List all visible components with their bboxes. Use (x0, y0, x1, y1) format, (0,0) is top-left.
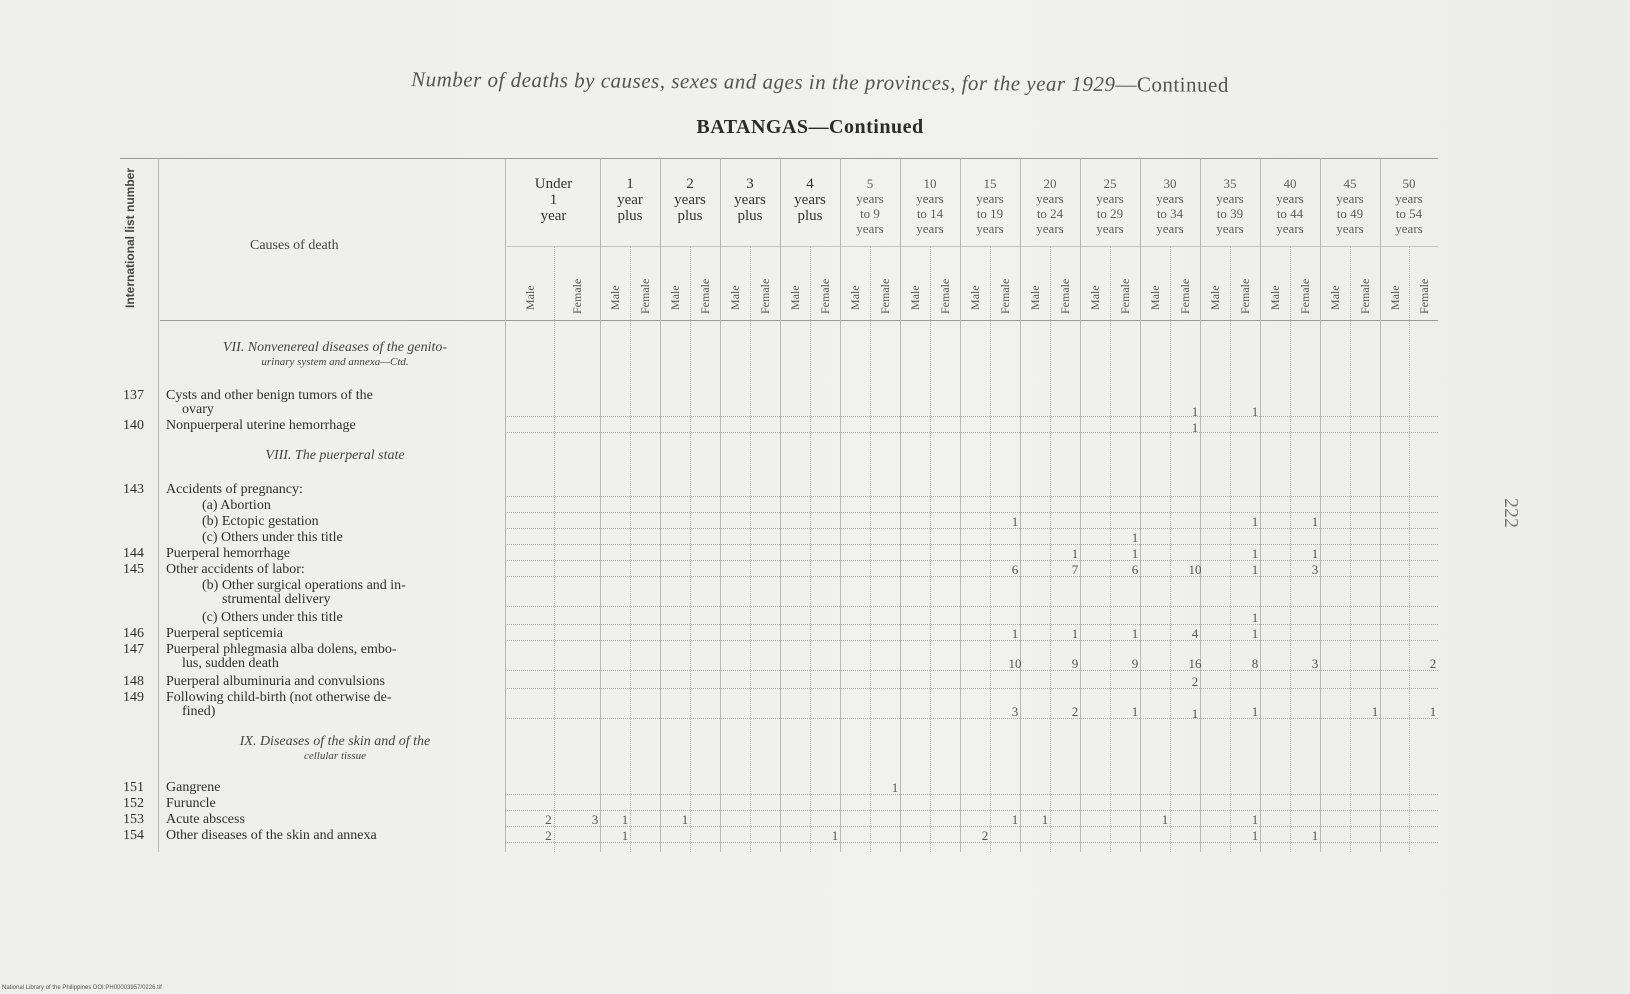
dotted-leader (505, 512, 1438, 513)
age-header-line: years (1276, 221, 1304, 236)
male-header: Male (1328, 285, 1342, 310)
male-header: Male (728, 285, 742, 310)
dotted-leader (505, 544, 1438, 545)
male-header: Male (1088, 285, 1102, 310)
cause-of-death: Accidents of pregnancy: (166, 482, 303, 497)
cell-value: 1 (891, 780, 899, 795)
male-header: Male (1268, 285, 1282, 310)
cell-value: 2 (1429, 656, 1437, 671)
age-header-line: to 9 (860, 206, 880, 221)
cell-value: 1 (1251, 562, 1259, 577)
age-header-line: years (976, 221, 1004, 236)
page-number: 222 (1500, 498, 1522, 528)
female-header: Female (638, 278, 652, 314)
cell-value: 1 (1161, 812, 1169, 827)
female-header: Female (758, 278, 772, 314)
cause-of-death: (c) Others under this title (202, 610, 343, 625)
male-header: Male (523, 285, 538, 310)
cell-value: 10 (1188, 562, 1202, 577)
cell-value: 1 (1011, 812, 1019, 827)
female-header: Female (1298, 278, 1312, 314)
male-header: Male (1208, 285, 1222, 310)
intl-list-number: 137 (123, 388, 144, 403)
age-header-line: 20 (1043, 176, 1057, 191)
intl-list-number: 149 (123, 690, 144, 705)
sex-column-rule (690, 246, 691, 852)
age-group-rule (960, 158, 961, 852)
sex-column-rule (630, 246, 631, 852)
sex-column-rule (1350, 246, 1351, 852)
sex-column-rule (1409, 246, 1410, 852)
age-group-rule (840, 158, 841, 852)
intl-list-number: 154 (123, 828, 144, 843)
female-header: Female (818, 278, 832, 314)
sex-column-rule (1230, 246, 1231, 852)
age-group-rule (780, 158, 781, 852)
age-group-rule (1140, 158, 1141, 852)
age-header-line: 15 (983, 176, 997, 191)
sex-column-rule (750, 246, 751, 852)
dotted-leader (505, 496, 1438, 497)
age-group-header (720, 176, 780, 224)
cell-value: 1 (1011, 626, 1019, 641)
section-title-cont: cellular tissue (303, 750, 367, 762)
international-list-number-header: International list number (123, 168, 137, 309)
sex-column-rule (1110, 246, 1111, 852)
cause-of-death: Puerperal albuminuria and convulsions (166, 674, 385, 689)
age-header-line: to 19 (976, 206, 1004, 221)
intl-column-rule (158, 158, 159, 852)
age-group-header (1380, 176, 1438, 236)
age-group-header (840, 176, 900, 236)
age-header-line: years (1216, 191, 1244, 206)
cause-of-death: Nonpuerperal uterine hemorrhage (166, 418, 356, 433)
age-header-line: years (1036, 221, 1064, 236)
section-title: VII. Nonvenereal diseases of the genito- (222, 340, 448, 355)
age-header-line: years (1096, 221, 1124, 236)
female-header: Female (569, 278, 584, 314)
intl-list-number: 152 (123, 796, 144, 811)
age-group-rule (720, 158, 721, 852)
female-header: Female (998, 278, 1012, 314)
dotted-leader (505, 528, 1438, 529)
page-subtitle: BATANGAS—Continued (696, 116, 924, 138)
age-header-line: 1 (549, 192, 558, 208)
cell-value: 1 (1429, 704, 1437, 719)
section-heading (170, 340, 500, 368)
cause-of-death: Following child-birth (not otherwise de- (166, 690, 392, 705)
cell-value: 1 (1071, 626, 1079, 641)
sex-column-rule (1050, 246, 1051, 852)
sex-column-rule (554, 246, 555, 852)
cell-value: 1 (1131, 626, 1139, 641)
age-header-line: 50 (1402, 176, 1416, 191)
cell-value: 1 (1311, 828, 1319, 843)
intl-list-number: 148 (123, 674, 144, 689)
sex-column-rule (990, 246, 991, 852)
cell-value: 9 (1131, 656, 1139, 671)
section-heading (170, 448, 500, 464)
age-header-line: to 34 (1156, 206, 1184, 221)
age-group-rule (1080, 158, 1081, 852)
age-subheader-rule (507, 246, 1438, 247)
cell-value: 10 (1008, 656, 1022, 671)
cell-value: 1 (1251, 514, 1259, 529)
cell-value: 2 (1191, 674, 1199, 689)
cell-value: 1 (621, 812, 629, 827)
dotted-leader (505, 624, 1438, 625)
cell-value: 1 (681, 812, 689, 827)
age-header-line: years (1395, 221, 1423, 236)
age-header-line: years (1036, 191, 1064, 206)
cell-value: 1 (1071, 546, 1079, 561)
age-group-rule (1320, 158, 1321, 852)
dotted-leader (505, 810, 1438, 811)
cell-value: 2 (981, 828, 989, 843)
cause-of-death: strumental delivery (222, 592, 331, 607)
cause-of-death: Puerperal phlegmasia alba dolens, embo- (166, 642, 397, 657)
age-header-line: to 29 (1096, 206, 1124, 221)
age-header-line: to 54 (1395, 206, 1423, 221)
dotted-leader (505, 416, 1438, 417)
cause-of-death: (b) Other surgical operations and in- (202, 578, 406, 593)
female-header: Female (1416, 278, 1431, 314)
female-header: Female (1118, 278, 1132, 314)
cause-of-death: Acute abscess (166, 812, 245, 827)
age-header-line: years (734, 192, 766, 208)
female-header: Female (698, 278, 712, 314)
dotted-leader (505, 576, 1438, 577)
male-header: Male (968, 285, 982, 310)
sex-column-rule (930, 246, 931, 852)
intl-list-number: 144 (123, 546, 144, 561)
female-header: Female (1238, 278, 1252, 314)
header-bottom-rule (160, 320, 1438, 321)
section-title: VIII. The puerperal state (265, 448, 405, 463)
age-group-header (1260, 176, 1320, 236)
intl-list-number: 147 (123, 642, 144, 657)
table-top-rule (120, 158, 1438, 159)
male-header: Male (908, 285, 922, 310)
female-header: Female (938, 278, 952, 314)
age-group-header (1080, 176, 1140, 236)
cause-of-death: ovary (182, 402, 214, 417)
dotted-leader (505, 794, 1438, 795)
scan-footer: National Library of the Philippines DOI:PH00003957/0226.tif (2, 985, 162, 991)
dotted-leader (505, 560, 1438, 561)
causes-column-rule (505, 158, 506, 852)
male-header: Male (1387, 285, 1402, 310)
cell-value: 1 (1041, 812, 1049, 827)
age-header-line: 10 (923, 176, 937, 191)
age-header-line: plus (797, 208, 823, 224)
cell-value: 1 (621, 828, 629, 843)
intl-list-number: 151 (123, 780, 144, 795)
cell-value: 1 (1251, 404, 1259, 419)
intl-list-number: 146 (123, 626, 144, 641)
cell-value: 1 (1251, 626, 1259, 641)
age-group-rule (1260, 158, 1261, 852)
cause-of-death: fined) (182, 704, 216, 719)
age-header-line: 3 (746, 176, 754, 192)
age-header-line: years (916, 191, 944, 206)
cell-value: 1 (1191, 404, 1199, 419)
age-group-rule (1020, 158, 1021, 852)
age-header-line: plus (617, 208, 643, 224)
age-header-line: Under (534, 176, 573, 192)
age-group-header (1200, 176, 1260, 236)
age-header-line: 4 (806, 176, 814, 192)
age-header-line: 45 (1343, 176, 1357, 191)
cell-value: 3 (1311, 562, 1319, 577)
cell-value: 2 (1071, 704, 1079, 719)
male-header: Male (668, 285, 682, 310)
male-header: Male (608, 285, 622, 310)
age-group-rule (600, 158, 601, 852)
age-header-line: 35 (1223, 176, 1237, 191)
age-header-line: years (1096, 191, 1124, 206)
age-group-header (1140, 176, 1200, 236)
age-header-line: years (856, 221, 884, 236)
cause-of-death: Cysts and other benign tumors of the (166, 388, 373, 403)
age-header-line: 30 (1163, 176, 1177, 191)
cell-value: 1 (1131, 530, 1139, 545)
section-heading (170, 734, 500, 762)
cell-value: 1 (1191, 706, 1199, 721)
cell-value: 2 (545, 812, 552, 827)
dotted-leader (505, 718, 1438, 719)
cell-value: 6 (1131, 562, 1139, 577)
age-group-rule (900, 158, 901, 852)
age-header-line: to 14 (916, 206, 944, 221)
cell-value: 3 (1311, 656, 1319, 671)
male-header: Male (848, 285, 862, 310)
cell-value: 6 (1011, 562, 1019, 577)
cause-of-death: Puerperal hemorrhage (166, 546, 290, 561)
cell-value: 1 (1251, 812, 1259, 827)
age-group-header (900, 176, 960, 236)
age-header-line: years (1395, 191, 1423, 206)
age-header-line: 5 (866, 176, 874, 191)
age-header-line: 40 (1283, 176, 1297, 191)
age-header-line: years (674, 192, 706, 208)
age-header-line: to 49 (1336, 206, 1364, 221)
intl-list-number: 140 (123, 418, 144, 433)
cell-value: 9 (1071, 656, 1079, 671)
age-group-rule (660, 158, 661, 852)
intl-list-number: 153 (123, 812, 144, 827)
age-header-line: years (1156, 191, 1184, 206)
age-header-line: plus (677, 208, 703, 224)
age-header-line: plus (737, 208, 763, 224)
female-header: Female (878, 278, 892, 314)
age-header-line: year (540, 208, 567, 224)
intl-list-number: 143 (123, 482, 144, 497)
cell-value: 7 (1071, 562, 1079, 577)
age-header-line: years (916, 221, 944, 236)
cell-value: 1 (1191, 420, 1199, 435)
cell-value: 8 (1251, 656, 1259, 671)
male-header: Male (1148, 285, 1162, 310)
dotted-leader (505, 670, 1438, 671)
causes-of-death-header: Causes of death (250, 238, 339, 253)
age-header-line: 1 (626, 176, 634, 192)
cause-of-death: lus, sudden death (182, 656, 279, 671)
cell-value: 1 (1131, 704, 1139, 719)
cause-of-death: Furuncle (166, 796, 216, 811)
cell-value: 1 (1251, 828, 1259, 843)
dotted-leader (505, 826, 1438, 827)
cell-value: 1 (1131, 546, 1139, 561)
cell-value: 4 (1191, 626, 1199, 641)
age-header-line: years (1336, 191, 1364, 206)
cell-value: 3 (1011, 704, 1019, 719)
age-header-line: years (1156, 221, 1184, 236)
cause-of-death: Other diseases of the skin and annexa (166, 828, 377, 843)
female-header: Female (1058, 278, 1072, 314)
cause-of-death: Puerperal septicemia (166, 626, 284, 641)
age-header-line: years (1216, 221, 1244, 236)
age-header-line: years (856, 191, 884, 206)
cause-of-death: (a) Abortion (202, 498, 271, 513)
cell-value: 1 (1311, 514, 1319, 529)
cause-of-death: Gangrene (166, 780, 221, 795)
age-group-header (1020, 176, 1080, 236)
age-group-header (600, 176, 660, 224)
female-header: Female (1178, 278, 1192, 314)
sex-column-rule (810, 246, 811, 852)
age-header-line: years (976, 191, 1004, 206)
cell-value: 1 (1251, 610, 1259, 625)
dotted-leader (505, 432, 1438, 433)
female-header: Female (1358, 278, 1372, 314)
age-group-header (660, 176, 720, 224)
age-group-header (780, 176, 840, 224)
section-title: IX. Diseases of the skin and of the (239, 734, 431, 749)
cell-value: 1 (1311, 546, 1319, 561)
age-header-line: 25 (1103, 176, 1117, 191)
dotted-leader (505, 640, 1438, 641)
dotted-leader (505, 606, 1438, 607)
male-header: Male (1028, 285, 1042, 310)
age-header-line: to 39 (1216, 206, 1244, 221)
cause-of-death: Other accidents of labor: (166, 562, 305, 577)
cell-value: 1 (1371, 704, 1379, 719)
age-header-line: years (794, 192, 826, 208)
age-header-line: 2 (686, 176, 694, 192)
cell-value: 1 (1251, 704, 1259, 719)
age-group-header (960, 176, 1020, 236)
age-group-rule (1200, 158, 1201, 852)
sex-column-rule (1290, 246, 1291, 852)
sex-column-rule (1170, 246, 1171, 852)
age-group-rule (1380, 158, 1381, 852)
cause-of-death: (c) Others under this title (202, 530, 343, 545)
cell-value: 1 (1011, 514, 1019, 529)
age-group-header (1320, 176, 1380, 236)
age-header-line: to 24 (1036, 206, 1064, 221)
cell-value: 1 (1251, 546, 1259, 561)
cell-value: 3 (591, 812, 599, 827)
age-header-line: years (1336, 221, 1364, 236)
page-title: Number of deaths by causes, sexes and ages in the provinces, for the year 1929—Continued (411, 67, 1229, 97)
male-header: Male (788, 285, 802, 310)
age-group-header (507, 176, 600, 224)
cell-value: 2 (545, 828, 552, 843)
dotted-leader (505, 842, 1438, 843)
intl-list-number: 145 (123, 562, 144, 577)
section-title-cont: urinary system and annexa—Ctd. (261, 356, 409, 368)
age-header-line: years (1276, 191, 1304, 206)
age-header-line: year (617, 192, 643, 208)
cell-value: 1 (831, 828, 839, 843)
age-header-line: to 44 (1276, 206, 1304, 221)
cell-value: 16 (1188, 656, 1202, 671)
dotted-leader (505, 688, 1438, 689)
cause-of-death: (b) Ectopic gestation (202, 514, 319, 529)
sex-column-rule (870, 246, 871, 852)
